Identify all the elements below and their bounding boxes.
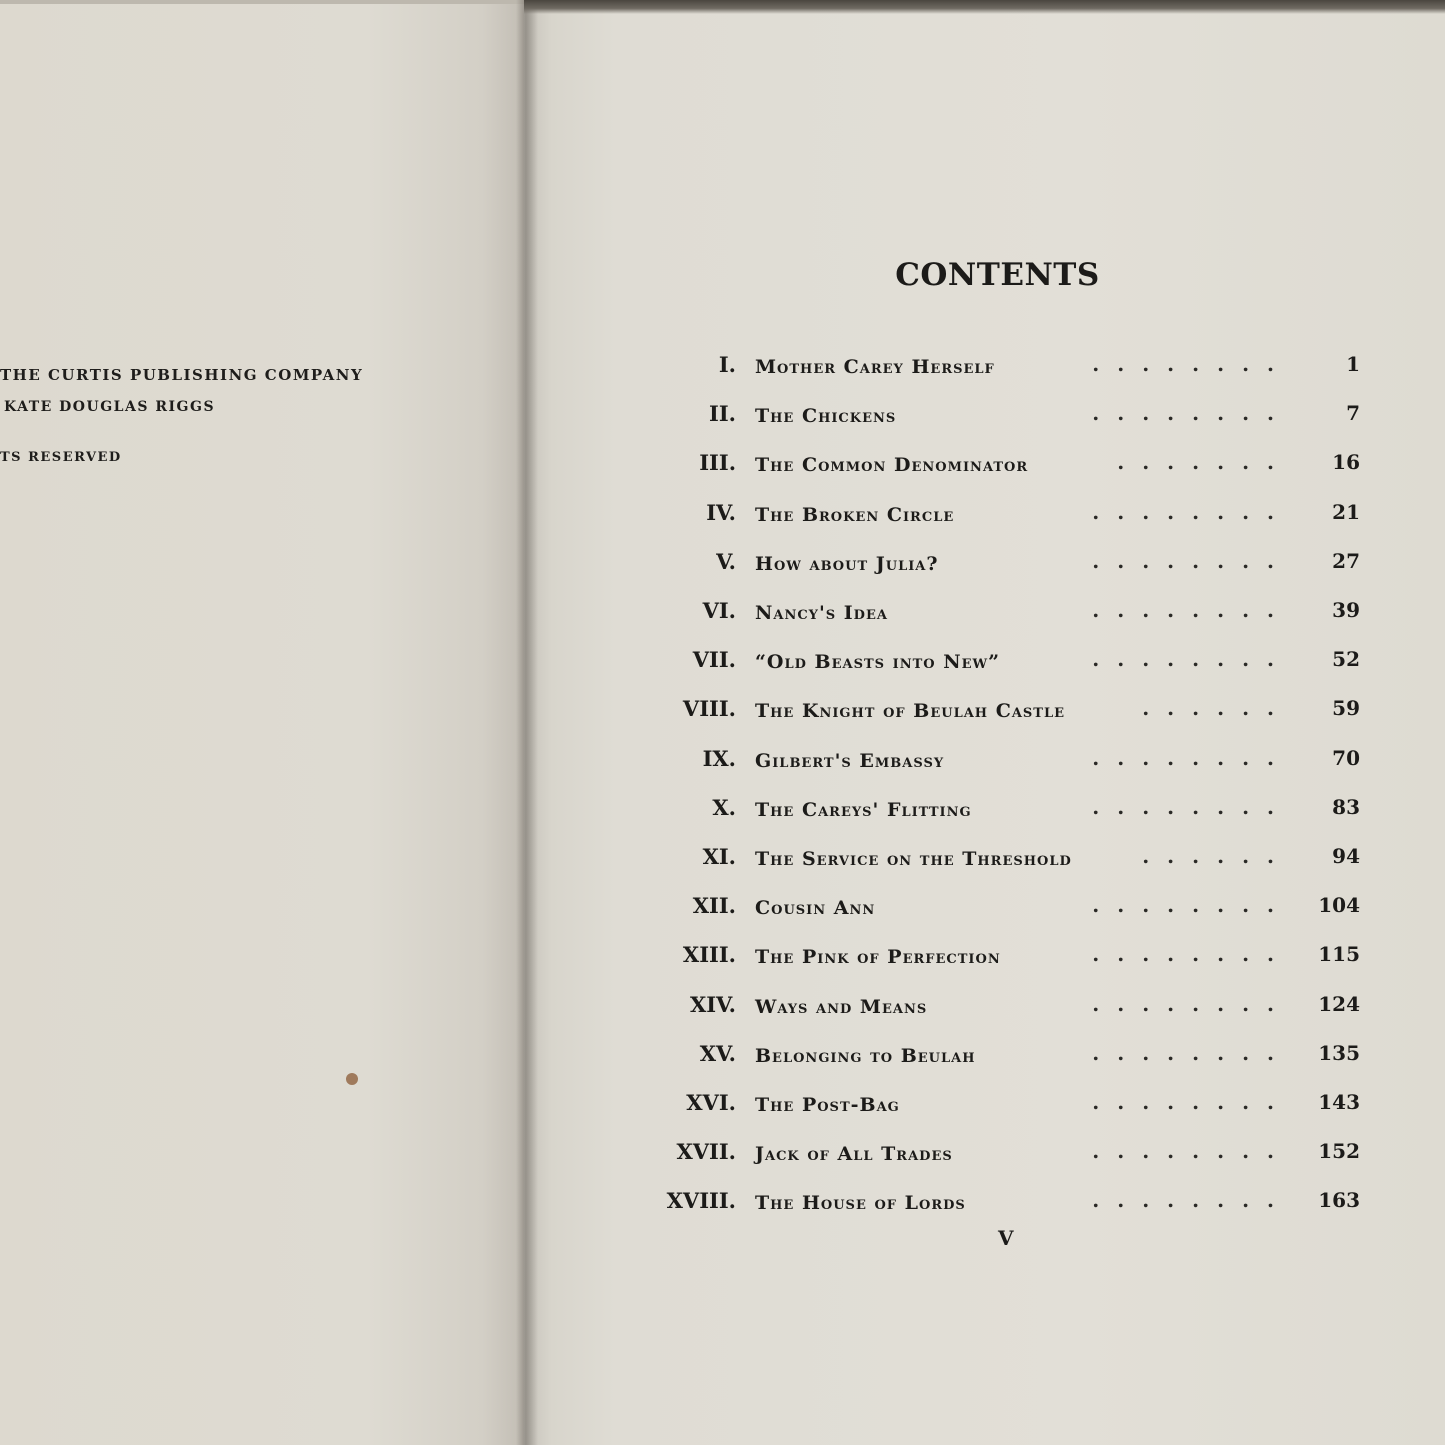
chapter-title: Belonging to Beulah: [755, 1045, 976, 1067]
chapter-title: The Post-Bag: [755, 1094, 900, 1116]
chapter-page-number: 7: [1346, 401, 1360, 425]
chapter-page-number: 94: [1332, 844, 1360, 868]
chapter-page-number: 16: [1332, 450, 1360, 474]
toc-entry: [0, 352, 1360, 384]
toc-entry: [0, 893, 1360, 925]
dot-leader: .......: [1117, 450, 1292, 474]
toc-entry: [0, 647, 1360, 679]
chapter-page-number: 39: [1332, 598, 1360, 622]
toc-entry: [0, 1090, 1360, 1122]
chapter-title: Jack of All Trades: [755, 1143, 953, 1165]
chapter-page-number: 135: [1318, 1041, 1360, 1065]
chapter-page-number: 115: [1318, 942, 1360, 966]
dot-leader: ........: [1092, 1139, 1292, 1163]
dot-leader: ........: [1092, 1188, 1292, 1212]
toc-entry: [0, 746, 1360, 778]
chapter-numeral: XIV.: [689, 992, 736, 1017]
toc-entry: [0, 1139, 1360, 1171]
chapter-page-number: 21: [1332, 500, 1360, 524]
page-top-edge: [0, 0, 524, 4]
toc-entry: [0, 696, 1360, 728]
toc-entry: [0, 1041, 1360, 1073]
chapter-title: Nancy's Idea: [755, 602, 888, 624]
chapter-page-number: 143: [1318, 1090, 1360, 1114]
toc-entry: [0, 942, 1360, 974]
copyright-line-rights: TS RESERVED: [0, 450, 122, 465]
chapter-page-number: 70: [1332, 746, 1360, 770]
toc-entry: [0, 450, 1360, 482]
toc-entry: [0, 401, 1360, 433]
dot-leader: ......: [1142, 696, 1292, 720]
chapter-numeral: XVII.: [676, 1139, 736, 1164]
chapter-title: How about Julia?: [755, 553, 939, 575]
chapter-page-number: 1: [1346, 352, 1360, 376]
contents-heading: CONTENTS: [895, 257, 1100, 293]
chapter-title: Cousin Ann: [755, 897, 876, 919]
foxing-spot: [346, 1073, 358, 1085]
chapter-numeral: I.: [718, 352, 736, 377]
chapter-title: The Service on the Threshold: [755, 848, 1072, 870]
dot-leader: ........: [1092, 893, 1292, 917]
dot-leader: ........: [1092, 549, 1292, 573]
chapter-numeral: XVIII.: [666, 1188, 736, 1213]
chapter-numeral: III.: [699, 450, 736, 475]
dot-leader: ........: [1092, 1041, 1292, 1065]
chapter-page-number: 163: [1318, 1188, 1360, 1212]
chapter-page-number: 104: [1318, 893, 1360, 917]
toc-entry: [0, 992, 1360, 1024]
chapter-title: The Broken Circle: [755, 504, 955, 526]
toc-entry: [0, 598, 1360, 630]
dot-leader: ........: [1092, 746, 1292, 770]
chapter-title: Mother Carey Herself: [755, 356, 995, 378]
chapter-page-number: 52: [1332, 647, 1360, 671]
copyright-line-publisher: THE CURTIS PUBLISHING COMPANY: [0, 366, 364, 384]
dot-leader: ........: [1092, 1090, 1292, 1114]
dot-leader: ........: [1092, 647, 1292, 671]
chapter-page-number: 27: [1332, 549, 1360, 573]
chapter-title: The Common Denominator: [755, 454, 1029, 476]
dot-leader: ........: [1092, 401, 1292, 425]
toc-entry: [0, 795, 1360, 827]
chapter-page-number: 59: [1332, 696, 1360, 720]
dot-leader: ........: [1092, 598, 1292, 622]
chapter-numeral: VII.: [692, 647, 736, 672]
chapter-title: Ways and Means: [755, 996, 928, 1018]
chapter-title: The Pink of Perfection: [755, 946, 1001, 968]
chapter-title: Gilbert's Embassy: [755, 750, 945, 772]
chapter-title: The Careys' Flitting: [755, 799, 972, 821]
chapter-numeral: XIII.: [682, 942, 736, 967]
chapter-title: The Chickens: [755, 405, 897, 427]
dot-leader: ......: [1142, 844, 1292, 868]
chapter-numeral: IV.: [706, 500, 736, 525]
dot-leader: ........: [1092, 500, 1292, 524]
copyright-line-author: KATE DOUGLAS RIGGS: [4, 399, 216, 415]
dot-leader: ........: [1092, 942, 1292, 966]
toc-entry: [0, 844, 1360, 876]
chapter-numeral: VI.: [702, 598, 736, 623]
chapter-numeral: XVI.: [686, 1090, 736, 1115]
chapter-numeral: X.: [712, 795, 736, 820]
chapter-title: The House of Lords: [755, 1192, 966, 1214]
chapter-title: The Knight of Beulah Castle: [755, 700, 1066, 722]
chapter-numeral: XV.: [699, 1041, 736, 1066]
chapter-numeral: XI.: [702, 844, 736, 869]
chapter-page-number: 152: [1318, 1139, 1360, 1163]
chapter-page-number: 124: [1318, 992, 1360, 1016]
chapter-numeral: II.: [709, 401, 736, 426]
chapter-numeral: VIII.: [682, 696, 736, 721]
toc-entry: [0, 549, 1360, 581]
dot-leader: ........: [1092, 795, 1292, 819]
chapter-numeral: V.: [716, 549, 736, 574]
dot-leader: ........: [1092, 352, 1292, 376]
page-top-shadow: [524, 0, 1445, 14]
toc-entry: [0, 500, 1360, 532]
toc-entry: [0, 1188, 1360, 1220]
chapter-numeral: IX.: [702, 746, 736, 771]
chapter-title: “Old Beasts into New”: [755, 651, 1001, 673]
page-folio: V: [998, 1226, 1014, 1250]
dot-leader: ........: [1092, 992, 1292, 1016]
chapter-numeral: XII.: [692, 893, 736, 918]
chapter-page-number: 83: [1332, 795, 1360, 819]
